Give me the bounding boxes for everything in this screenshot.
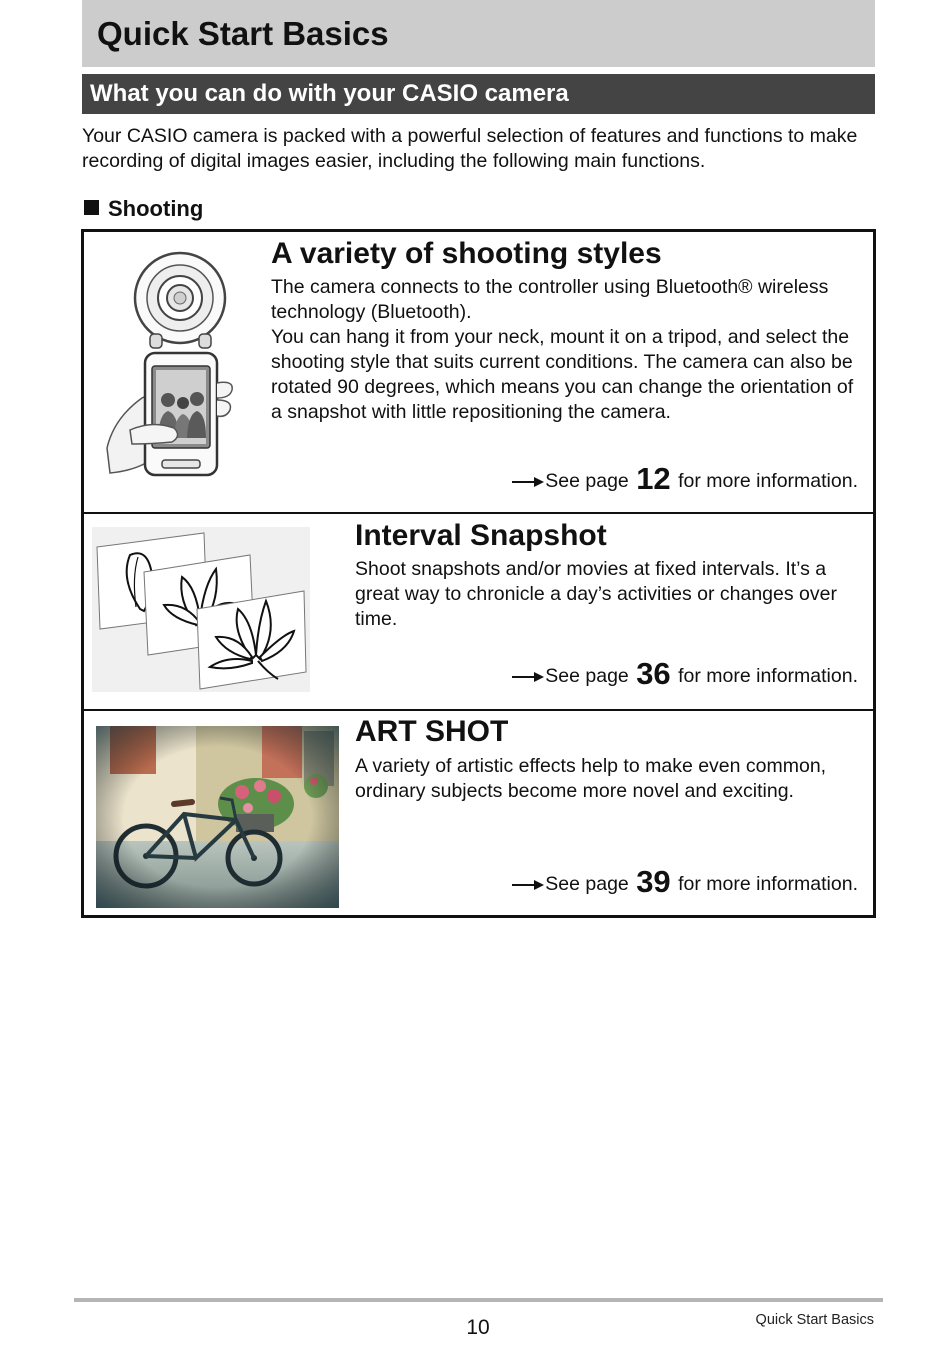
see-page-suffix: for more information.	[678, 665, 858, 687]
see-page-prefix: See page	[545, 873, 629, 895]
row-divider	[84, 709, 873, 711]
feature-title-shooting-styles: A variety of shooting styles	[271, 237, 662, 270]
see-page-suffix: for more information.	[678, 470, 858, 492]
page-number: 10	[466, 1316, 490, 1339]
intro-paragraph: Your CASIO camera is packed with a powerful selection of features and functions to make recording of digital images easier, including the following main functions.	[82, 125, 858, 172]
feature-desc-art-shot: A variety of artistic effects help to make even common, ordinary subjects become more novel and exciting.	[355, 755, 827, 802]
arrow-right-icon	[512, 475, 544, 489]
see-page-suffix: for more information.	[678, 873, 858, 895]
feature-title-art-shot: ART SHOT	[355, 715, 509, 748]
see-page-reference	[512, 656, 858, 694]
arrow-right-icon	[512, 670, 544, 684]
camera-in-hand-illustration	[102, 248, 237, 480]
square-bullet-icon	[84, 200, 99, 215]
page-link-12[interactable]: 12	[636, 461, 671, 496]
page-link-39[interactable]: 39	[636, 864, 671, 899]
feature-table	[81, 229, 876, 918]
see-page-reference	[512, 461, 858, 499]
see-page-prefix: See page	[545, 665, 629, 687]
feature-desc-shooting-styles: The camera connects to the controller using Bluetooth® wireless technology (Bluetooth). You can hang it from your neck, mount it on a tripod, and select the shooting style that suits current conditions. The camera can also be rotated 90 degrees, which means you can change the orientation of a snapshot with little repositioning the camera.	[271, 276, 854, 423]
see-page-reference	[512, 864, 858, 902]
section-heading: What you can do with your CASIO camera	[82, 74, 875, 114]
see-page-prefix: See page	[545, 470, 629, 492]
page-link-36[interactable]: 36	[636, 656, 671, 691]
arrow-right-icon	[512, 878, 544, 892]
shooting-heading-label: Shooting	[108, 196, 204, 221]
shooting-heading	[84, 195, 203, 223]
bicycle-photo	[96, 726, 339, 908]
footer-rule	[74, 1298, 883, 1302]
feature-desc-interval-snapshot: Shoot snapshots and/or movies at fixed intervals. It’s a great way to chronicle a day’s activities or changes over time.	[355, 558, 837, 630]
flower-sequence-illustration	[92, 527, 310, 692]
page-title: Quick Start Basics	[82, 0, 875, 67]
footer-section-label: Quick Start Basics	[755, 1312, 874, 1328]
row-divider	[84, 512, 873, 514]
feature-title-interval-snapshot: Interval Snapshot	[355, 519, 607, 552]
